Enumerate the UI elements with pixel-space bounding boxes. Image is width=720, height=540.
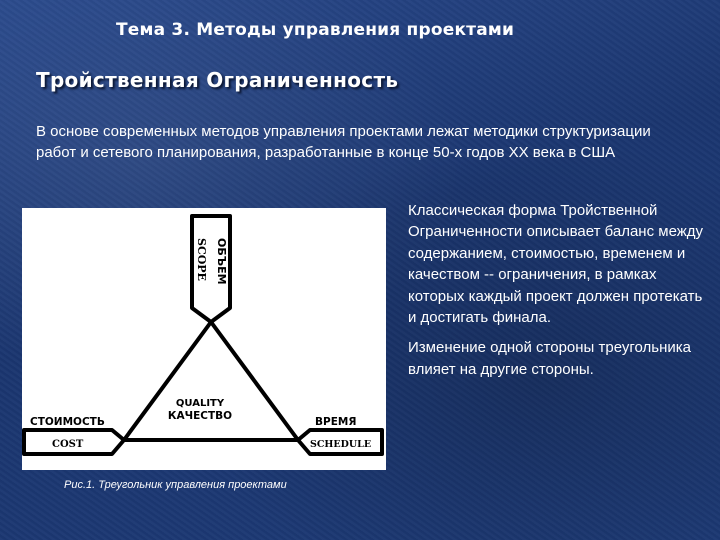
scope-en-label: SCOPE <box>195 238 208 281</box>
description-paragraph-1: Классическая форма Тройственной Ограниченности описывает баланс между содержанием, стоимостью, временем и качеством -- ограничения, в рамках которых каждый проект должен протекать и достигать финала. <box>408 202 704 327</box>
triangle-diagram <box>22 208 386 470</box>
intro-paragraph: В основе современных методов управления проектами лежат методики структуризации работ и сетевого планирования, разработанные в конце 50-х годов ХХ века в США <box>36 123 651 161</box>
scope-ru-label: ОБЪЕМ <box>215 238 228 285</box>
constraint-triangle <box>124 322 298 440</box>
figure-caption: Рис.1. Треугольник управления проектами <box>64 479 287 491</box>
cost-en-label: COST <box>52 439 84 450</box>
slide-heading: Тройственная Ограниченность <box>36 68 399 92</box>
schedule-en-label: SCHEDULE <box>310 439 372 450</box>
quality-en-label: QUALITY <box>175 398 225 409</box>
triangle-figure <box>22 208 386 470</box>
description-block <box>408 200 708 389</box>
quality-ru-label: КАЧЕСТВО <box>167 410 233 422</box>
schedule-ru-label: ВРЕМЯ <box>315 416 357 428</box>
topic-title: Тема 3. Методы управления проектами <box>116 20 515 40</box>
cost-ru-label: СТОИМОСТЬ <box>30 416 105 428</box>
description-paragraph-2: Изменение одной стороны треугольника влияет на другие стороны. <box>408 339 692 378</box>
